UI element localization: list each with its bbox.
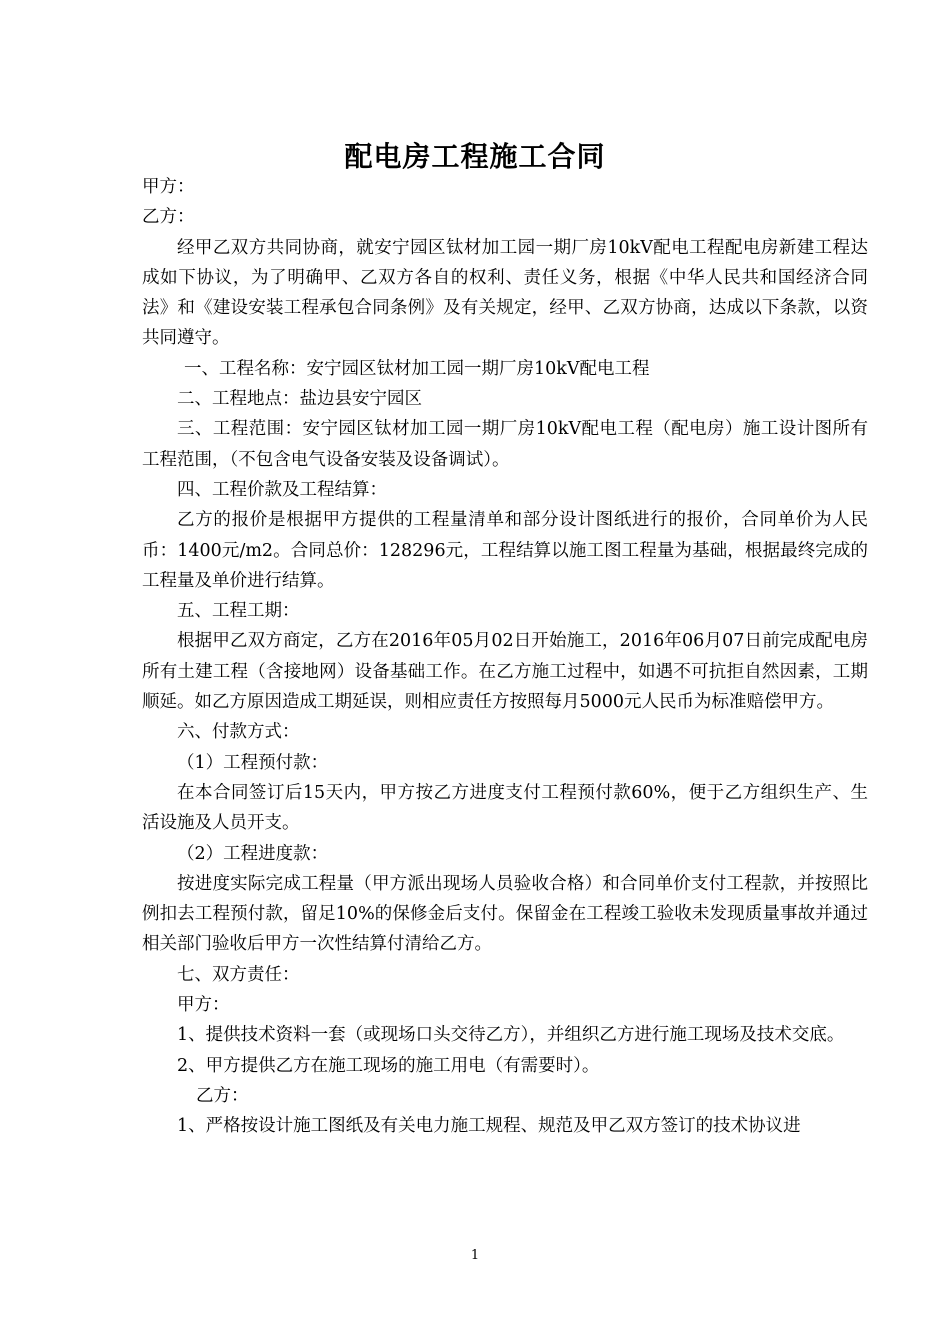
section-project-name: 一、工程名称：安宁园区钛材加工园一期厂房10kV配电工程 <box>184 358 650 379</box>
section-schedule-body: 根据甲乙双方商定，乙方在2016年05月02日开始施工，2016年06月07日前完成配电房所有土建工程（含接地网）设备基础工作。在乙方施工过程中，如遇不可抗拒自然因素，工期顺延。如乙方原因造成工期延误，则相应责任方按照每月5000元人民币为标准赔偿甲方。 <box>142 631 868 713</box>
section-project-scope: 三、工程范围：安宁园区钛材加工园一期厂房10kV配电工程（配电房）施工设计图所有工程范围，（不包含电气设备安装及设备调试）。 <box>142 419 868 470</box>
party-a-line: 甲方： <box>142 177 195 197</box>
section-responsibilities-heading: 七、双方责任： <box>177 964 300 985</box>
party-a-item-2: 2、甲方提供乙方在施工现场的施工用电（有需要时）。 <box>177 1055 600 1076</box>
section-schedule-heading: 五、工程工期： <box>177 601 300 622</box>
contract-body <box>142 172 868 1142</box>
section-price-body: 乙方的报价是根据甲方提供的工程量清单和部分设计图纸进行的报价，合同单价为人民币：1400元/m2。合同总价：128296元，工程结算以施工图工程量为基础，根据最终完成的工程量及单价进行结算。 <box>142 510 868 591</box>
payment-progress-body: 按进度实际完成工程量（甲方派出现场人员验收合格）和合同单价支付工程款，并按照比例扣去工程预付款，留足10%的保修金后支付。保留金在工程竣工验收未发现质量事故并通过相关部门验收后甲方一次性结算付清给乙方。 <box>142 873 868 955</box>
payment-progress-heading: （2）工程进度款： <box>177 843 329 864</box>
party-b-line: 乙方： <box>142 207 195 228</box>
section-project-location: 二、工程地点：盐边县安宁园区 <box>177 389 422 410</box>
section-payment-heading: 六、付款方式： <box>177 722 300 743</box>
payment-advance-heading: （1）工程预付款： <box>177 752 329 773</box>
party-b-item-1: 1、严格按设计施工图纸及有关电力施工规程、规范及甲乙双方签订的技术协议进 <box>177 1116 801 1137</box>
party-a-responsibilities-heading: 甲方： <box>177 995 230 1016</box>
party-b-responsibilities-heading: 乙方： <box>196 1085 249 1106</box>
payment-advance-body: 在本合同签订后15天内，甲方按乙方进度支付工程预付款60%，便于乙方组织生产、生活设施及人员开支。 <box>142 782 868 834</box>
page-number: 1 <box>470 1248 480 1263</box>
section-price-heading: 四、工程价款及工程结算： <box>177 479 387 500</box>
party-a-item-1: 1、提供技术资料一套（或现场口头交待乙方），并组织乙方进行施工现场及技术交底。 <box>177 1025 845 1046</box>
preamble-paragraph: 经甲乙双方共同协商，就安宁园区钛材加工园一期厂房10kV配电工程配电房新建工程达成如下协议，为了明确甲、乙双方各自的权利、责任义务，根据《中华人民共和国经济合同法》和《建设安装工程承包合同条例》及有关规定，经甲、乙双方协商，达成以下条款，以资共同遵守。 <box>142 237 868 349</box>
document-title: 配电房工程施工合同 <box>344 140 606 173</box>
